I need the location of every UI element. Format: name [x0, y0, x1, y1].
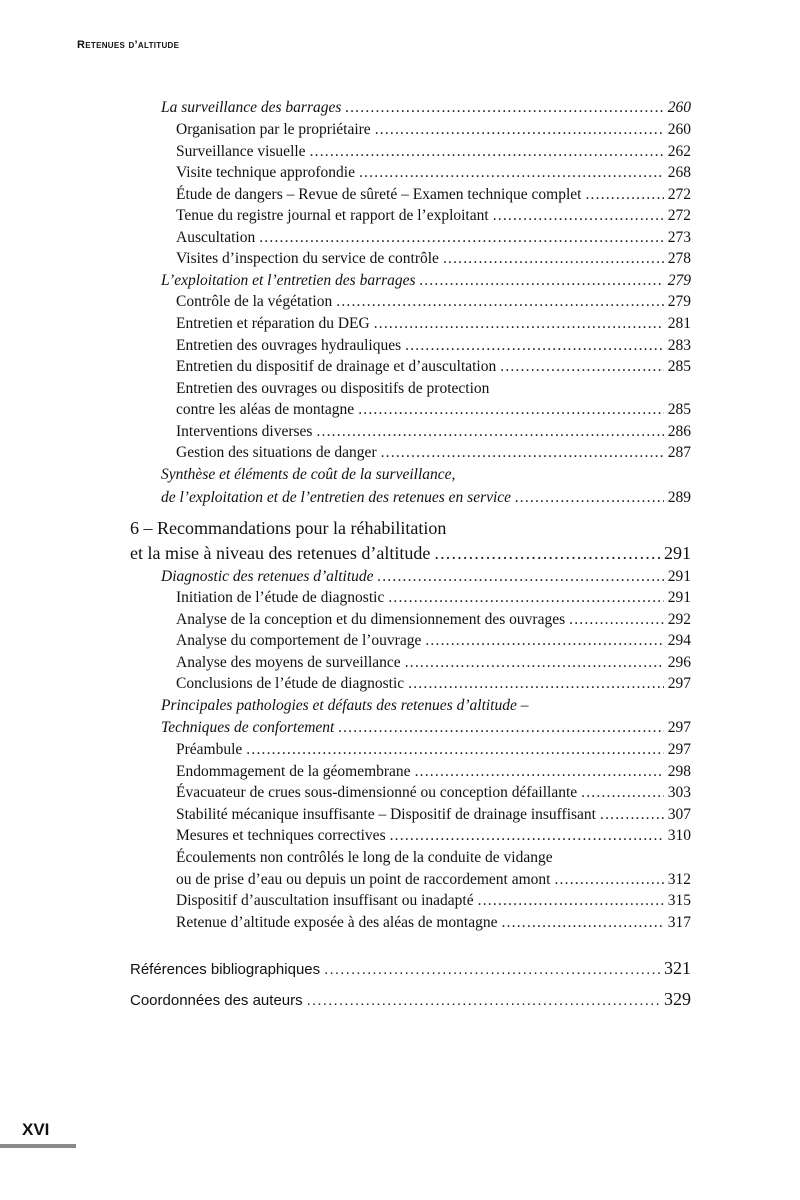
- toc-label: Diagnostic des retenues d’altitude: [161, 568, 374, 585]
- leader-dots: [310, 142, 664, 162]
- toc-item[interactable]: [176, 610, 691, 630]
- leader-dots: [500, 357, 664, 377]
- toc-item[interactable]: [176, 400, 691, 420]
- leader-dots: [358, 400, 664, 420]
- toc-section-synthese-line1: Synthèse et éléments de coût de la surveillance,: [161, 466, 456, 483]
- toc-label: L’exploitation et l’entretien des barrages: [161, 272, 416, 289]
- toc-item[interactable]: [176, 292, 691, 312]
- toc-label: Techniques de confortement: [161, 719, 335, 736]
- toc-item[interactable]: [176, 588, 691, 608]
- toc-item[interactable]: [176, 740, 691, 760]
- leader-dots: [378, 567, 664, 587]
- toc-page: 272: [667, 207, 691, 224]
- leader-dots: [336, 292, 664, 312]
- toc-item[interactable]: [176, 120, 691, 140]
- leader-dots: [581, 783, 664, 803]
- leader-dots: [316, 422, 663, 442]
- toc-label: Visite technique approfondie: [176, 164, 355, 181]
- toc-label: Interventions diverses: [176, 423, 313, 440]
- leader-dots: [408, 674, 664, 694]
- toc-item[interactable]: [176, 206, 691, 226]
- folio-rule: [0, 1144, 76, 1148]
- leader-dots: [585, 185, 663, 205]
- toc-label-line1: Écoulements non contrôlés le long de la conduite de vidange: [176, 849, 553, 866]
- toc-item[interactable]: [176, 870, 691, 890]
- toc-page: 281: [667, 315, 691, 332]
- toc-label: Surveillance visuelle: [176, 143, 306, 160]
- toc-page: 291: [667, 589, 691, 606]
- toc-chapter-6[interactable]: [130, 542, 691, 564]
- leader-dots: [478, 891, 664, 911]
- toc-page: 303: [667, 784, 691, 801]
- toc-label: Auscultation: [176, 229, 256, 246]
- toc-page: 260: [667, 99, 691, 116]
- toc-page: 297: [667, 741, 691, 758]
- leader-dots: [374, 314, 664, 334]
- leader-dots: [569, 610, 664, 630]
- toc-item[interactable]: [176, 185, 691, 205]
- toc-item[interactable]: [176, 805, 691, 825]
- toc-label: Conclusions de l’étude de diagnostic: [176, 675, 405, 692]
- toc-label-line1: Entretien des ouvrages ou dispositifs de protection: [176, 380, 490, 397]
- leader-dots: [554, 870, 663, 890]
- toc-label: contre les aléas de montagne: [176, 401, 355, 418]
- toc-page: 291: [667, 568, 691, 585]
- toc-page: 268: [667, 164, 691, 181]
- toc-label: La surveillance des barrages: [161, 99, 342, 116]
- leader-dots: [600, 805, 664, 825]
- toc-page: 285: [667, 358, 691, 375]
- toc-page: 260: [667, 121, 691, 138]
- toc-section-synthese[interactable]: [161, 488, 691, 508]
- toc-label: Analyse de la conception et du dimensionnement des ouvrages: [176, 611, 566, 628]
- toc-section-exploitation[interactable]: [161, 271, 691, 291]
- toc-page: 286: [667, 423, 691, 440]
- toc-page: 278: [667, 250, 691, 267]
- leader-dots: [434, 542, 660, 564]
- leader-dots: [246, 740, 663, 760]
- toc-item[interactable]: [176, 891, 691, 911]
- toc-label: Références bibliographiques: [130, 961, 321, 978]
- toc-item[interactable]: [176, 631, 691, 651]
- toc-page: 262: [667, 143, 691, 160]
- toc-page: 289: [667, 489, 691, 506]
- toc-page: 279: [667, 272, 691, 289]
- toc-page: 291: [664, 543, 691, 563]
- leader-dots: [359, 163, 664, 183]
- running-head: Retenues d’altitude: [77, 39, 180, 51]
- toc-page: 315: [667, 892, 691, 909]
- toc-chapter-6-line1: 6 – Recommandations pour la réhabilitation: [130, 518, 447, 538]
- toc-page: 310: [667, 827, 691, 844]
- toc-page: 292: [667, 611, 691, 628]
- toc-label: Initiation de l’étude de diagnostic: [176, 589, 385, 606]
- toc-item[interactable]: [176, 163, 691, 183]
- toc-label: Contrôle de la végétation: [176, 293, 333, 310]
- toc-item[interactable]: [176, 783, 691, 803]
- toc-page: 285: [667, 401, 691, 418]
- toc-label: Retenue d’altitude exposée à des aléas de montagne: [176, 914, 498, 931]
- toc-label: Organisation par le propriétaire: [176, 121, 371, 138]
- leader-dots: [375, 120, 664, 140]
- toc-page: 298: [667, 763, 691, 780]
- toc-page: 297: [667, 675, 691, 692]
- toc-label: Analyse des moyens de surveillance: [176, 654, 401, 671]
- leader-dots: [324, 958, 660, 982]
- toc-page: 297: [667, 719, 691, 736]
- toc-label: et la mise à niveau des retenues d’altitude: [130, 543, 431, 563]
- page-number: XVI: [22, 1120, 50, 1139]
- toc-label: Entretien et réparation du DEG: [176, 315, 370, 332]
- toc-item[interactable]: [176, 443, 691, 463]
- toc-item[interactable]: [176, 357, 691, 377]
- leader-dots: [338, 718, 663, 738]
- toc-references[interactable]: [130, 956, 691, 982]
- toc-item[interactable]: [176, 314, 691, 334]
- toc-section-surveillance[interactable]: [161, 98, 691, 118]
- toc-item[interactable]: [176, 826, 691, 846]
- leader-dots: [493, 206, 664, 226]
- toc-label: Entretien du dispositif de drainage et d’auscultation: [176, 358, 497, 375]
- leader-dots: [259, 228, 664, 248]
- leader-dots: [502, 913, 664, 933]
- leader-dots: [443, 249, 664, 269]
- toc-label: Stabilité mécanique insuffisante – Dispositif de drainage insuffisant: [176, 806, 596, 823]
- toc-page: 272: [667, 186, 691, 203]
- toc-page: 279: [667, 293, 691, 310]
- toc-page: 312: [667, 871, 691, 888]
- toc-item[interactable]: [176, 913, 691, 933]
- toc-section-pathologies[interactable]: [161, 718, 691, 738]
- toc-page: 287: [667, 444, 691, 461]
- toc-label: Coordonnées des auteurs: [130, 992, 303, 1009]
- toc-label: Préambule: [176, 741, 243, 758]
- leader-dots: [415, 762, 664, 782]
- toc-authors[interactable]: [130, 987, 691, 1013]
- leader-dots: [381, 443, 664, 463]
- toc-item[interactable]: [176, 762, 691, 782]
- leader-dots: [425, 631, 663, 651]
- toc-label: Analyse du comportement de l’ouvrage: [176, 632, 422, 649]
- toc-label: Entretien des ouvrages hydrauliques: [176, 337, 402, 354]
- toc-page: 294: [667, 632, 691, 649]
- toc-label: Visites d’inspection du service de contrôle: [176, 250, 439, 267]
- toc-item[interactable]: [176, 653, 691, 673]
- toc-item[interactable]: [176, 422, 691, 442]
- toc-section-diagnostic[interactable]: [161, 567, 691, 587]
- toc-page: 296: [667, 654, 691, 671]
- toc-item[interactable]: [176, 336, 691, 356]
- leader-dots: [307, 989, 660, 1013]
- toc-section-pathologies-line1: Principales pathologies et défauts des retenues d’altitude –: [161, 697, 529, 714]
- toc-item[interactable]: [176, 674, 691, 694]
- leader-dots: [420, 271, 664, 291]
- toc-label: ou de prise d’eau ou depuis un point de raccordement amont: [176, 871, 551, 888]
- toc-label: Étude de dangers – Revue de sûreté – Examen technique complet: [176, 186, 582, 203]
- toc-label: Endommagement de la géomembrane: [176, 763, 411, 780]
- leader-dots: [405, 336, 664, 356]
- toc-label: Gestion des situations de danger: [176, 444, 377, 461]
- toc-page: 273: [667, 229, 691, 246]
- toc-item[interactable]: [176, 142, 691, 162]
- toc-page: 307: [667, 806, 691, 823]
- leader-dots: [388, 588, 663, 608]
- leader-dots: [390, 826, 664, 846]
- leader-dots: [515, 488, 664, 508]
- toc-label: de l’exploitation et de l’entretien des retenues en service: [161, 489, 512, 506]
- toc-page: 317: [667, 914, 691, 931]
- leader-dots: [405, 653, 664, 673]
- toc-item[interactable]: [176, 228, 691, 248]
- toc-page: 329: [664, 989, 691, 1009]
- toc-page: 321: [664, 958, 691, 978]
- toc-page: 283: [667, 337, 691, 354]
- toc-item[interactable]: [176, 249, 691, 269]
- leader-dots: [345, 98, 663, 118]
- toc-label: Tenue du registre journal et rapport de l’exploitant: [176, 207, 489, 224]
- toc-label: Dispositif d’auscultation insuffisant ou inadapté: [176, 892, 474, 909]
- toc-label: Mesures et techniques correctives: [176, 827, 386, 844]
- toc-label: Évacuateur de crues sous-dimensionné ou conception défaillante: [176, 784, 578, 801]
